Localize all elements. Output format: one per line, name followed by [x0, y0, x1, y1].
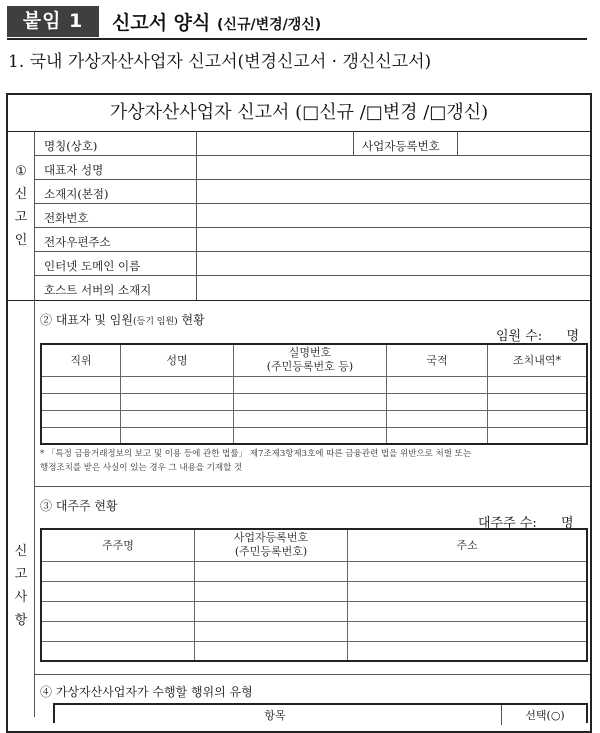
applicant-row-divider	[34, 155, 590, 156]
table-cell[interactable]	[195, 561, 348, 581]
table-cell[interactable]	[348, 621, 588, 641]
form-title: 가상자산사업자 신고서 (□신규 /□변경 /□갱신)	[109, 102, 489, 123]
executives-note	[40, 447, 592, 475]
table-cell[interactable]	[195, 621, 348, 641]
column-header: 실명번호 (주민등록번호 등)	[234, 344, 387, 376]
table-cell[interactable]	[348, 641, 588, 661]
applicant-row-label: 전화번호	[44, 211, 89, 225]
table-cell[interactable]	[41, 561, 195, 581]
table-cell[interactable]	[41, 581, 195, 601]
executives-note-line: * 「특정 금융거래정보의 보고 및 이용 등에 관한 법률」 제7조제3항제3호에 따른 금융관련 법을 위반으로 처벌 또는	[40, 449, 472, 459]
shareholders-count-label: 대주주 수:	[478, 516, 537, 531]
executives-count	[496, 325, 579, 344]
applicant-row-divider	[34, 227, 590, 228]
applicant-side-label	[9, 160, 33, 252]
table-row	[41, 561, 587, 581]
table-header-row	[41, 529, 587, 561]
header-title-main: 신고서 양식	[112, 12, 211, 34]
executives-heading-small: (등기 임원)	[133, 317, 178, 327]
business-reg-label: 사업자등록번호	[362, 139, 440, 153]
attachment-badge: 붙임 1	[7, 6, 99, 37]
table-cell[interactable]	[348, 601, 588, 621]
table-cell[interactable]	[488, 393, 588, 410]
column-header: 주소	[348, 529, 588, 561]
header-title-sub: (신규/변경/갱신)	[217, 17, 322, 33]
executives-count-label: 임원 수:	[496, 329, 543, 344]
table-cell[interactable]	[121, 376, 234, 393]
applicant-row-label: 인터넷 도메인 이름	[44, 259, 141, 273]
column-header: 국적	[387, 344, 488, 376]
table-cell[interactable]	[195, 641, 348, 661]
column-header: 선택(○)	[525, 709, 565, 722]
executives-heading-main: ② 대표자 및 임원	[40, 313, 133, 327]
executives-heading	[40, 311, 205, 328]
column-header: 주주명	[41, 529, 195, 561]
table-cell[interactable]	[195, 581, 348, 601]
column-header: 직위	[41, 344, 121, 376]
table-cell[interactable]	[121, 393, 234, 410]
column-header: 항목	[264, 709, 286, 722]
table-cell[interactable]	[41, 601, 195, 621]
report-side-divider	[34, 300, 35, 717]
table-cell[interactable]	[234, 410, 387, 427]
table-row	[41, 601, 587, 621]
shareholders-count-unit: 명	[561, 516, 574, 531]
table-row	[41, 393, 587, 410]
table-cell[interactable]	[348, 581, 588, 601]
report-side-char: 신	[14, 544, 28, 559]
report-side-char: 사	[14, 590, 28, 605]
table-cell[interactable]	[121, 427, 234, 444]
table-cell[interactable]	[488, 376, 588, 393]
shareholders-heading: ③ 대주주 현황	[40, 499, 118, 513]
executives-note-line: 행정조치를 받은 사실이 있는 경우 그 내용을 기재할 것	[40, 463, 243, 473]
applicant-side-char: ①	[15, 164, 27, 179]
report-side-char: 고	[14, 567, 28, 582]
activity-heading: ④ 가상자산사업자가 수행할 행위의 유형	[40, 685, 253, 699]
table-row	[41, 410, 587, 427]
applicant-row-divider	[34, 275, 590, 276]
activity-column-divider	[501, 705, 502, 725]
table-row	[41, 621, 587, 641]
table-cell[interactable]	[387, 410, 488, 427]
table-cell[interactable]	[348, 561, 588, 581]
applicant-row-divider	[34, 203, 590, 204]
header-title	[112, 8, 321, 35]
table-cell[interactable]	[41, 641, 195, 661]
applicant-row-label: 호스트 서버의 소재지	[44, 283, 152, 297]
header-rule	[7, 38, 587, 40]
table-cell[interactable]	[234, 393, 387, 410]
activity-table	[53, 703, 588, 723]
table-cell[interactable]	[41, 376, 121, 393]
table-header-row	[41, 344, 587, 376]
applicant-row-label: 대표자 성명	[44, 163, 104, 177]
table-cell[interactable]	[41, 427, 121, 444]
table-cell[interactable]	[195, 601, 348, 621]
table-cell[interactable]	[234, 427, 387, 444]
applicant-side-char: 고	[14, 210, 28, 225]
business-reg-divider-left	[353, 131, 354, 155]
applicant-row-divider	[34, 179, 590, 180]
applicant-row-label: 명칭(상호)	[44, 139, 98, 153]
executives-count-unit: 명	[566, 329, 580, 344]
table-row	[41, 641, 587, 661]
table-cell[interactable]	[121, 410, 234, 427]
table-cell[interactable]	[387, 393, 488, 410]
table-cell[interactable]	[488, 427, 588, 444]
applicant-side-char: 인	[14, 233, 28, 248]
applicant-row-label: 전자우편주소	[44, 235, 111, 249]
column-header: 사업자등록번호 (주민등록번호)	[195, 529, 348, 561]
section-title: 1. 국내 가상자산사업자 신고서(변경신고서 · 갱신신고서)	[8, 52, 432, 72]
shareholders-section-divider	[34, 674, 590, 675]
report-side-char: 항	[14, 613, 28, 628]
shareholders-table	[40, 528, 588, 662]
applicant-side-char: 신	[14, 187, 28, 202]
business-reg-divider-right	[457, 131, 458, 155]
form-title-divider	[8, 131, 590, 132]
table-cell[interactable]	[41, 393, 121, 410]
table-cell[interactable]	[387, 376, 488, 393]
column-header: 조치내역*	[488, 344, 588, 376]
table-row	[41, 376, 587, 393]
executives-heading-tail: 현황	[177, 313, 205, 327]
table-cell[interactable]	[387, 427, 488, 444]
column-header: 성명	[121, 344, 234, 376]
applicant-row-divider	[34, 251, 590, 252]
executives-section-divider	[34, 486, 590, 487]
table-cell[interactable]	[488, 410, 588, 427]
table-row	[41, 581, 587, 601]
table-cell[interactable]	[41, 410, 121, 427]
table-cell[interactable]	[41, 621, 195, 641]
executives-table	[40, 343, 588, 445]
applicant-section-divider	[8, 300, 590, 301]
report-side-label	[9, 540, 33, 632]
applicant-row-label: 소재지(본점)	[44, 187, 109, 201]
table-cell[interactable]	[234, 376, 387, 393]
table-row	[41, 427, 587, 444]
